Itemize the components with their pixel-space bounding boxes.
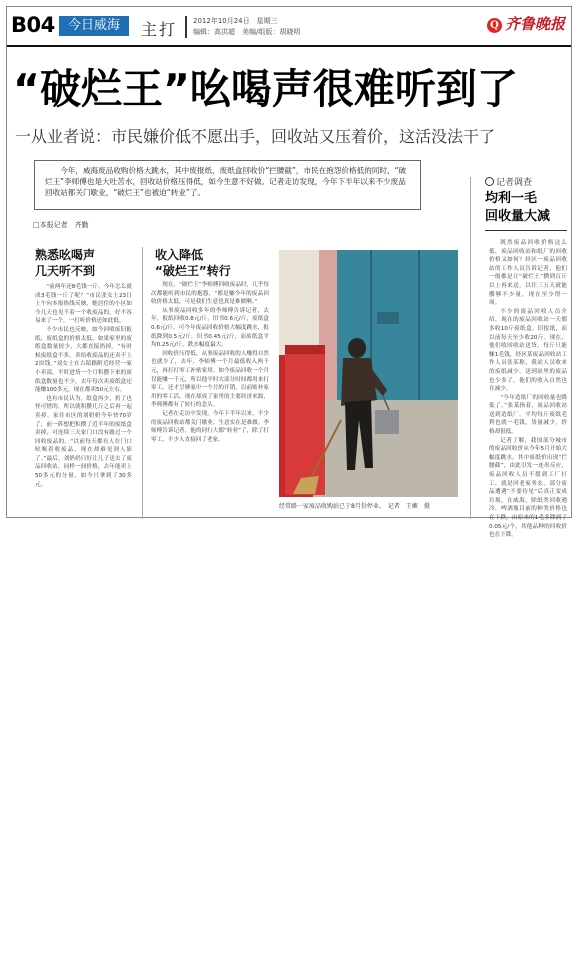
sidebar-title: 均利一毛 回收量大减 bbox=[485, 191, 551, 224]
page-header bbox=[7, 7, 571, 45]
column2-heading: 收入降低 “破烂王”转行 bbox=[155, 248, 231, 278]
section-tab: 今日威海 bbox=[59, 16, 129, 36]
circle-icon bbox=[485, 177, 494, 186]
editor-credits: 编辑：高洪超 美编/组版：胡晓明 bbox=[193, 28, 301, 36]
sidebar-rule bbox=[485, 230, 567, 231]
sidebar-paragraph: 不少的废品回收人员介绍，现在的废品回收站一天都多收10斤废纸盒、旧报纸，而以前每天至少收20斤。现在，他们收回收站送货，每斤只能赚1毛钱，经区某废品回收站工作人员张某称，我站人员收来的废纸减少，送到站里的废品也少多了，他们的收入自然也在减少。 bbox=[489, 308, 567, 393]
column-divider bbox=[142, 247, 143, 519]
issue-date: 2012年10月24日 星期三 bbox=[193, 17, 278, 25]
photo-caption: 经常路一家废品收购站已于8月份停业。 记者 王蕨 摄 bbox=[279, 503, 430, 510]
photo-illustration bbox=[279, 250, 458, 497]
column2-paragraph: 从事废品回收多年的李师傅告诉记者，去年，报纸回收0.8元/斤，旧书0.6元/斤，废纸盒0.6元/斤，可今年废品回收价格大幅度跳水，报纸降到0.5元/斤，旧书0.45元/斤，而废纸盒平均0.25元/斤，跌水幅度最大。 bbox=[151, 307, 269, 349]
sidebar-paragraph: “今年造纸厂的回收量也降低了。”张某指着，废品回收站送到造纸厂，平均每斤废纸毛利也就一毛钱，货量减少，价格却很低。 bbox=[489, 394, 567, 436]
header-divider bbox=[185, 16, 187, 38]
lead-paragraph: 今年，威海废品收购价格大跳水，其中废报纸、废纸盒回收价“拦腰截”，市民在抱怨价格低的同时，“破烂王”李师傅也是大吐苦水，回收站价格压得低，如今生意不好做。记者走访发现，今年下半年以来不少废品回收站都关门歇业，“破烂王”也被迫“转业”了。 bbox=[34, 160, 421, 210]
subheadline: 一从业者说：市民嫌价低不愿出手，回收站又压着价，这活没法干了 bbox=[15, 127, 496, 146]
sidebar-header bbox=[485, 175, 567, 231]
column1-paragraph: 也有市民认为，纸盒再少，扔了也怪可惜的，所以就积攒几斤之后再一起卖掉。家住市区的刘奶奶今年快70岁了，前一阵想把积攒了近半年的废纸盒卖掉，可连续三天家门口没有路过一个回收废品的。“以前每天都有人在门口吆喝着收废品，现在却难见到人影了。”最后，刘奶奶只好让儿子送去了废品回收站，同样一间价格，去年能卖上50多元的分量，如今只拿到了30多元。 bbox=[35, 395, 132, 488]
sidebar-divider bbox=[470, 177, 471, 519]
logo-text: 齐鲁晚报 bbox=[504, 15, 565, 33]
column1-paragraph: “前两年还8毛钱一斤，今年怎么就成3毛钱一斤了呢？”市民张女士23日上午向本报热线反映，她居住的小区如今几天也见不着一个收废品的，好不容易来了一个，一打听价格还如此低。 bbox=[35, 284, 132, 325]
newspaper-logo bbox=[487, 13, 565, 34]
news-photo bbox=[279, 250, 458, 497]
headline: “破烂王”吆喝声很难听到了 bbox=[13, 65, 518, 113]
column1-heading: 熟悉吆喝声 几天听不到 bbox=[35, 248, 96, 278]
column2-paragraph: 记者在走访中发现，今年下半年以来，不少的废品回收站都关门歇业，生意实在是难做。李师傅告诉记者，他的同行大都“转业”了，除了打零工，不少人直接回了老家。 bbox=[151, 410, 269, 443]
column2-paragraph: 回收价压得低，从事废品回收的人赚得自然也就少了，去年，李师傅一个月最低收入两千元，再打打零工补贴家用。如今废品回收一个月仅能赚一千元，所以他平时大部分时间都用来打零工，还才呈够家中一个月的开销。以前贴补家用的零工活，现在却成了家里的主要经济来源，李师傅都有了转行的念头。 bbox=[151, 350, 269, 409]
page-number: B04 bbox=[11, 13, 55, 37]
sidebar-tag bbox=[485, 175, 567, 188]
byline: □本报记者 齐勤 bbox=[33, 221, 89, 229]
column1-paragraph: 不少市民也反映，如今回收废旧报纸、废纸盒的价格太低，如果家里的废纸盒数量较少，大都直接扔掉。“有时候废纸盒不多，卖给收废品的还卖不上2块钱。”刘女士在古陌路附近经营一家小卖部，平时进货一个月积攒下来的废纸盒数量也不少，去年每次卖废纸盒还能赚100多元，现在都卖50元左右。 bbox=[35, 326, 132, 394]
column1-body bbox=[35, 283, 132, 489]
sidebar-paragraph: 记者了解，我国部分城市的废品回收价从今年5月开始大幅度跳水，其中废纸价出现“拦腰截”，由此引发一连串反应，废品回收人员不愿到工厂打工，就是回老家务农，部分废品遭遇“不要待见”后真正变成垃圾，在威海，除纸类回收遇冷，啤酒瓶目前的种类价格也在下跌，由原来的1毛多降到了0.05元/个，其他品种的回收价也在下降。 bbox=[489, 437, 567, 539]
header-rule bbox=[7, 45, 571, 47]
newspaper-page bbox=[6, 6, 572, 539]
sidebar-paragraph: 既然废品回收价格这么低，废品回收站和纸厂的回收价格又如何？经区一废品回收站的工作人员告诉记者，他们一般都是让“破烂王”攒到百斤以上再来送，以往三五天就能攒够不少量，现在至少得一周。 bbox=[489, 240, 567, 307]
sidebar-body bbox=[489, 239, 567, 540]
column2-body bbox=[151, 281, 269, 444]
section-name: 主打 bbox=[141, 20, 178, 39]
header-meta bbox=[193, 16, 300, 38]
column2-paragraph: 现在，“破烂王”李师傅回收废品时，几乎每次都能听到市民的抱怨，“都是嫌今年的废品回收价格太低，可是我们生意也真是难做啊。” bbox=[151, 282, 269, 306]
logo-icon: Q bbox=[487, 18, 502, 33]
sidebar-tag-label: 记者调查 bbox=[496, 178, 533, 188]
